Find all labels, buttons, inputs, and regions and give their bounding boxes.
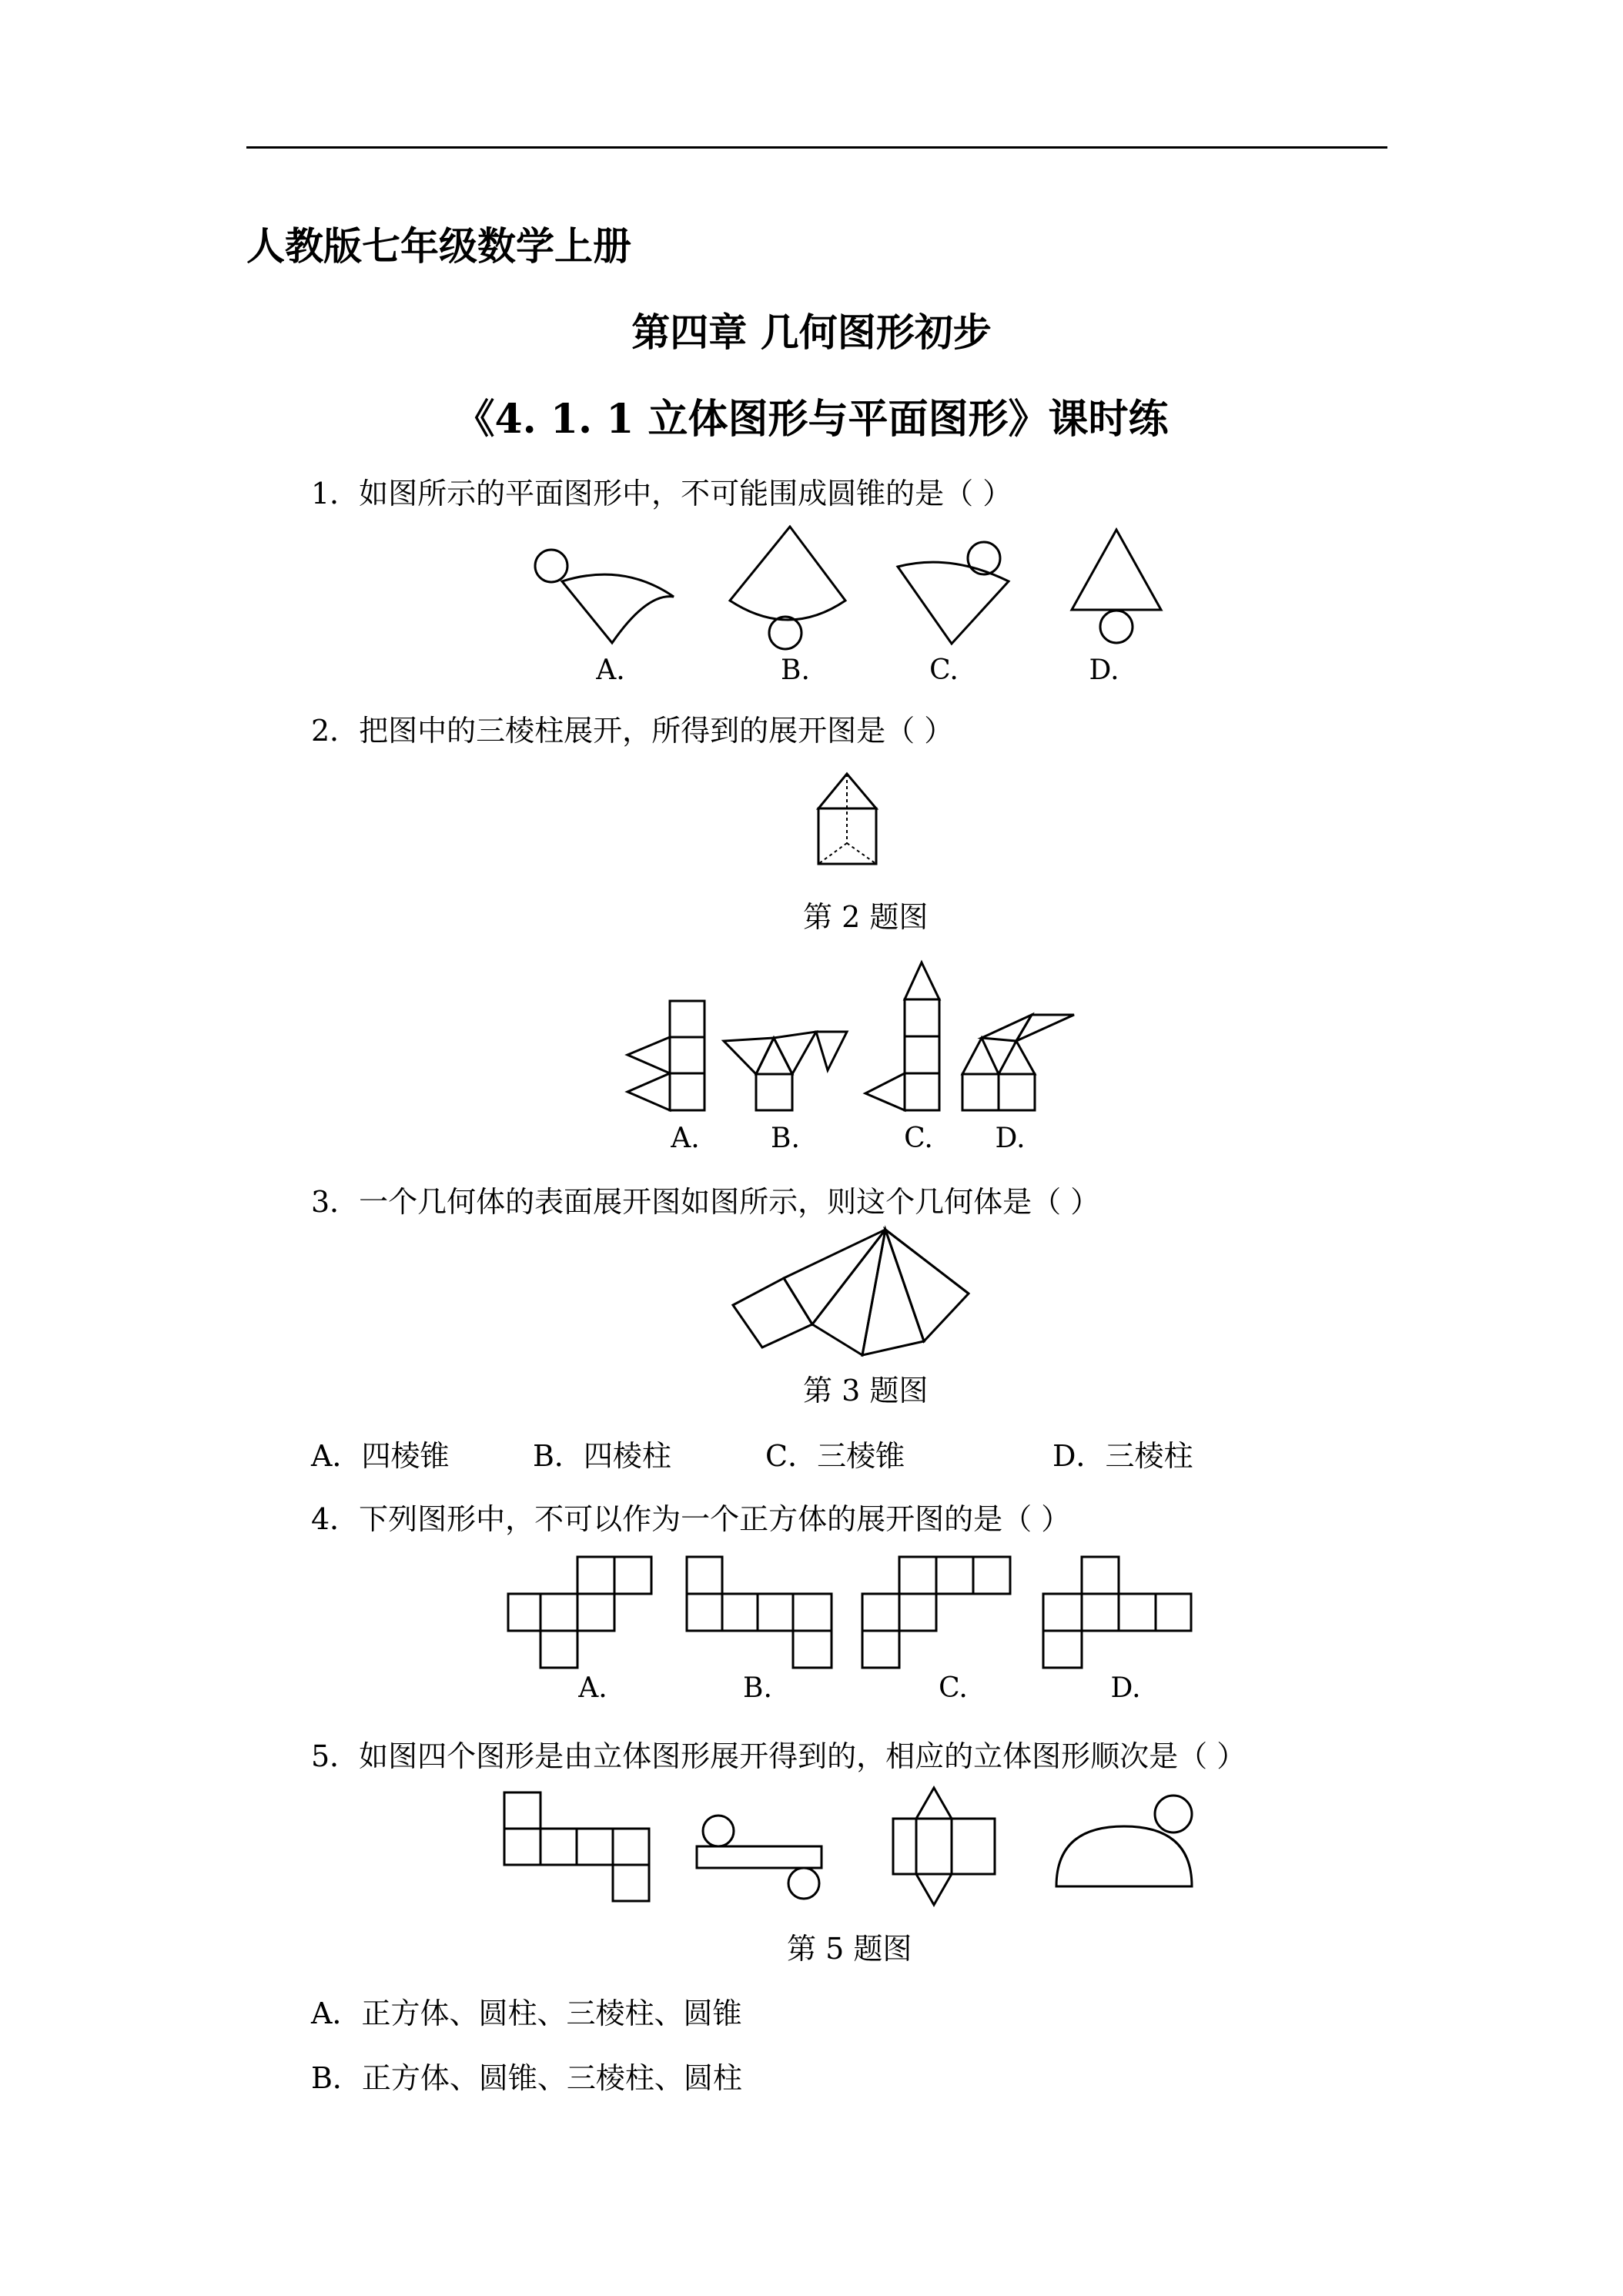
question-2-text: 2．把图中的三棱柱展开，所得到的展开图是（ ） (311, 714, 954, 748)
q4-net-d (1043, 1557, 1191, 1668)
q4-label-b: B. (743, 1672, 772, 1704)
chapter-title: 第四章 几何图形初步 (631, 310, 992, 355)
q5-option-b: B．正方体、圆锥、三棱柱、圆柱 (311, 2061, 742, 2095)
q1-label-a: A. (596, 654, 625, 686)
q4-label-d: D. (1110, 1672, 1141, 1704)
q4-label-c: C. (939, 1672, 968, 1704)
q3-option-b: B．四棱柱 (533, 1439, 671, 1473)
q2-label-b: B. (771, 1123, 800, 1154)
q5-figure-caption: 第 5 题图 (787, 1932, 912, 1966)
lesson-title: 《4. 1. 1 立体图形与平面图形》课时练 (454, 396, 1169, 443)
q1-figure-d (1072, 530, 1161, 643)
question-3-text: 3．一个几何体的表面展开图如图所示，则这个几何体是（ ） (311, 1185, 1100, 1219)
question-1-text: 1．如图所示的平面图形中，不可能围成圆锥的是（ ） (311, 477, 1012, 510)
q1-figure-a (535, 550, 674, 643)
question-5-text: 5．如图四个图形是由立体图形展开得到的，相应的立体图形顺次是（ ） (311, 1739, 1247, 1773)
q4-net-b (687, 1557, 832, 1668)
q2-label-d: D. (995, 1123, 1026, 1154)
q2-label-c: C. (904, 1123, 933, 1154)
q1-label-c: C. (929, 654, 959, 686)
header-rule (246, 146, 1387, 149)
q4-net-a (508, 1557, 651, 1668)
question-4-text: 4．下列图形中，不可以作为一个正方体的展开图的是（ ） (311, 1502, 1071, 1536)
q2-net-c (865, 962, 939, 1110)
q2-figure-caption: 第 2 题图 (803, 900, 929, 934)
book-title: 人教版七年级数学上册 (246, 223, 631, 269)
q5-option-a: A．正方体、圆柱、三棱柱、圆锥 (311, 1996, 742, 2030)
q1-figure-c (898, 542, 1009, 644)
q3-option-a: A．四棱锥 (311, 1439, 450, 1473)
q3-figure-caption: 第 3 题图 (803, 1374, 929, 1407)
q4-label-a: A. (578, 1672, 607, 1704)
q3-option-c: C．三棱锥 (765, 1439, 905, 1473)
q2-net-b (724, 1032, 847, 1110)
q5-net-cylinder (697, 1816, 822, 1899)
q1-label-d: D. (1089, 654, 1119, 686)
q3-option-d: D．三棱柱 (1052, 1439, 1193, 1473)
q1-label-b: B. (781, 654, 810, 686)
q5-net-cone (1056, 1796, 1192, 1886)
q2-net-a (627, 1001, 704, 1110)
q2-net-d (962, 1015, 1074, 1110)
q1-figure-b (730, 527, 845, 649)
q5-net-cube (504, 1792, 649, 1901)
q4-net-c (862, 1557, 1010, 1668)
q2-label-a: A. (671, 1123, 700, 1154)
q5-net-prism (893, 1788, 995, 1905)
